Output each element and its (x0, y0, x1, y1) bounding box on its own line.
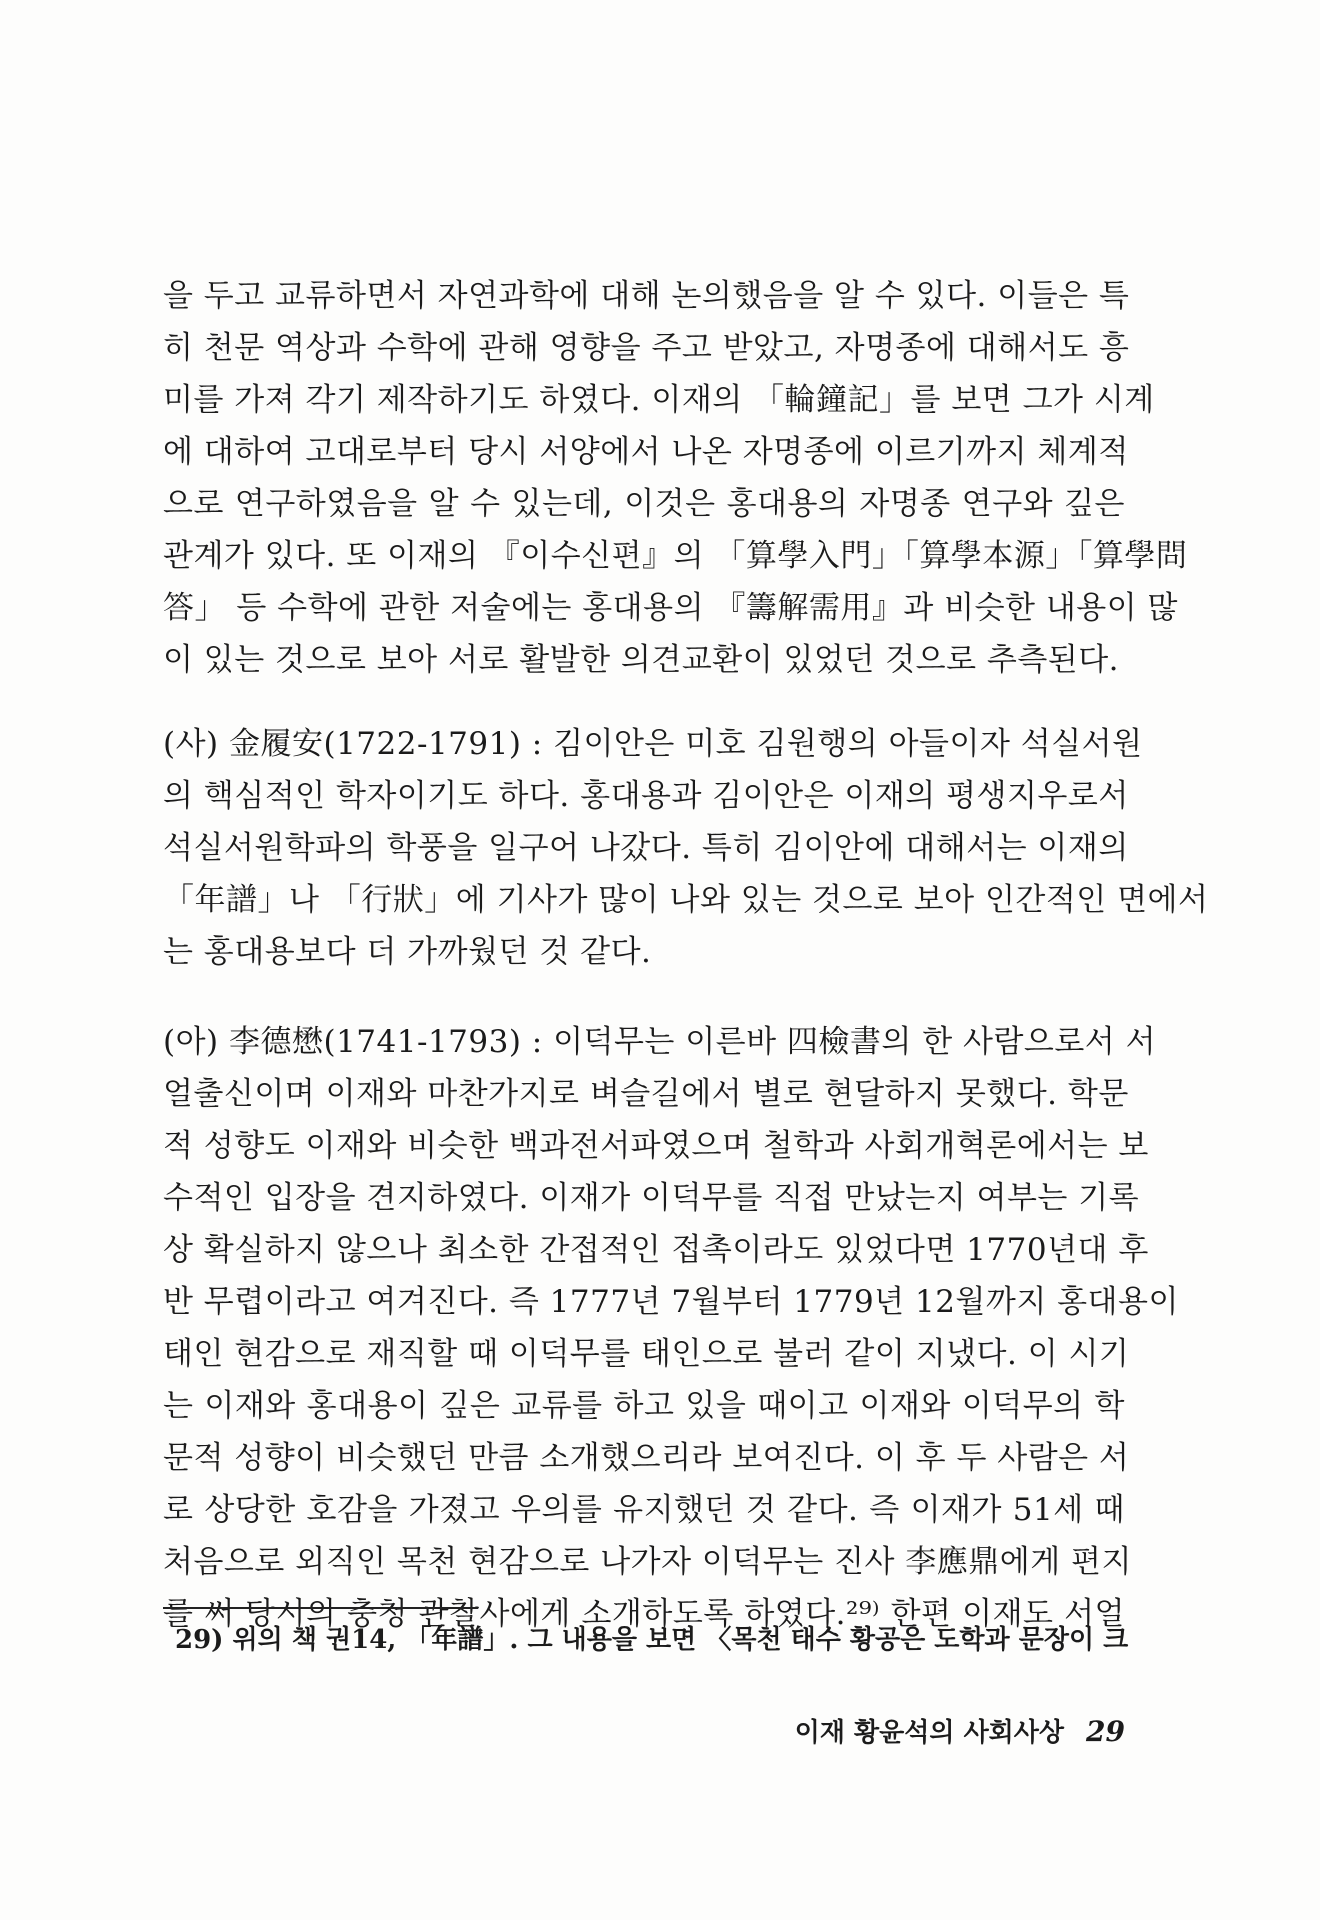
text-line: 얼출신이며 이재와 마찬가지로 벼슬길에서 별로 현달하지 못했다. 학문 (163, 1076, 1129, 1112)
text-line: 처음으로 외직인 목천 현감으로 나가자 이덕무는 진사 李應鼎에게 편지 (163, 1544, 1132, 1580)
text-line: 문적 성향이 비슷했던 만큼 소개했으리라 보여진다. 이 후 두 사람은 서 (163, 1440, 1130, 1476)
paragraph-hong-daeyong (163, 270, 1188, 686)
text-line: 는 홍대용보다 더 가까웠던 것 같다. (163, 934, 652, 970)
text-line: 에 대하여 고대로부터 당시 서양에서 나온 자명종에 이르기까지 체계적 (163, 434, 1129, 470)
running-title: 이재 황윤석의 사회사상 (794, 1718, 1065, 1748)
text-line: 히 천문 역상과 수학에 관해 영향을 주고 받았고, 자명종에 대해서도 흥 (163, 330, 1130, 366)
text-line: 수적인 입장을 견지하였다. 이재가 이덕무를 직접 만났는지 여부는 기록 (163, 1180, 1140, 1216)
paragraph-kim-ian (163, 718, 1209, 978)
text-line: 석실서원학파의 학풍을 일구어 나갔다. 특히 김이안에 대해서는 이재의 (163, 830, 1129, 866)
page-footer (760, 1712, 1125, 1756)
text-line: 答」 등 수학에 관한 저술에는 홍대용의 『籌解需用』과 비슷한 내용이 많 (163, 590, 1178, 626)
text-line: 상 확실하지 않으나 최소한 간접적인 접촉이라도 있었다면 1770년대 후 (163, 1232, 1149, 1268)
text-line: (아) 李德懋(1741-1793) : 이덕무는 이른바 四檢書의 한 사람으로서 서 (163, 1024, 1157, 1060)
text-line: 반 무렵이라고 여겨진다. 즉 1777년 7월부터 1779년 12월까지 홍대용이 (163, 1284, 1179, 1320)
text-line: 이 있는 것으로 보아 서로 활발한 의견교환이 있었던 것으로 추측된다. (163, 642, 1120, 678)
text-line: 태인 현감으로 재직할 때 이덕무를 태인으로 불러 같이 지냈다. 이 시기 (163, 1336, 1130, 1372)
text-line: 을 두고 교류하면서 자연과학에 대해 논의했음을 알 수 있다. 이들은 특 (163, 278, 1130, 314)
text-line: 「年譜」나 「行狀」에 기사가 많이 나와 있는 것으로 보아 인간적인 면에서 (163, 882, 1209, 918)
footnote-29: 29) 위의 책 권14, 「年譜」. 그 내용을 보면 〈목천 태수 황공은 도학과 문장이 크 (175, 1625, 1129, 1655)
text-line: 관계가 있다. 또 이재의 『이수신편』의 「算學入門」「算學本源」「算學問 (163, 538, 1188, 574)
text-line: 으로 연구하였음을 알 수 있는데, 이것은 홍대용의 자명종 연구와 깊은 (163, 486, 1125, 522)
text-line: 로 상당한 호감을 가졌고 우의를 유지했던 것 같다. 즉 이재가 51세 때 (163, 1492, 1125, 1528)
text-line: 를 써 당시의 충청 관찰사에게 소개하도록 하였다.²⁹⁾ 한편 이재도 서얼 (163, 1596, 1125, 1632)
text-line: 미를 가져 각기 제작하기도 하였다. 이재의 「輪鐘記」를 보면 그가 시계 (163, 382, 1155, 418)
text-line: 의 핵심적인 학자이기도 하다. 홍대용과 김이안은 이재의 평생지우로서 (163, 778, 1129, 814)
text-line: (사) 金履安(1722-1791) : 김이안은 미호 김원행의 아들이자 석실서원 (163, 726, 1143, 762)
text-line: 는 이재와 홍대용이 깊은 교류를 하고 있을 때이고 이재와 이덕무의 학 (163, 1388, 1125, 1424)
text-line: 적 성향도 이재와 비슷한 백과전서파였으며 철학과 사회개혁론에서는 보 (163, 1128, 1149, 1164)
page-number: 29 (1086, 1715, 1125, 1748)
footnote-divider (163, 1607, 478, 1609)
